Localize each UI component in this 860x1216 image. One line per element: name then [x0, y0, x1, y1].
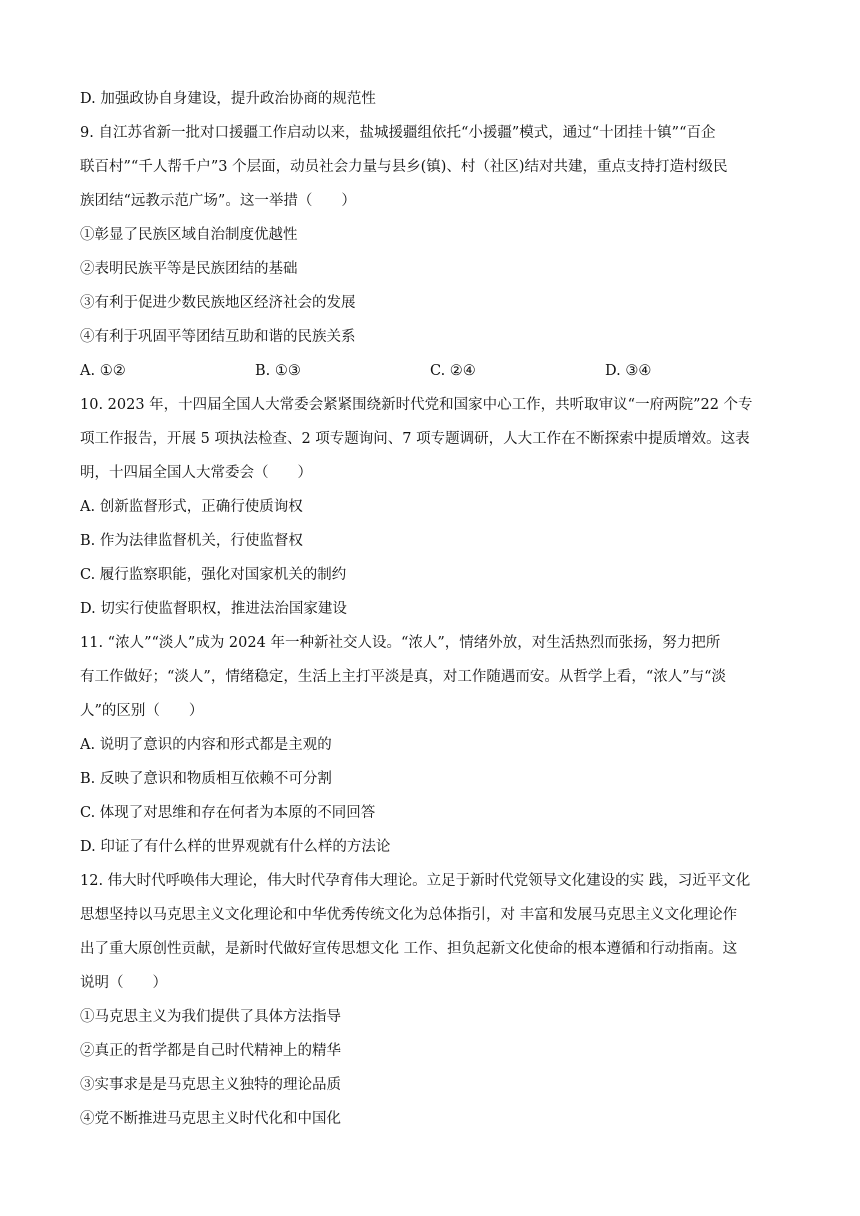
- q9-option-b: B. ①③: [255, 363, 301, 379]
- q10-stem-line: 明，十四届全国人大常委会（ ）: [80, 465, 312, 481]
- q12-stem-line: 12. 伟大时代呼唤伟大理论，伟大时代孕育伟大理论。立足于新时代党领导文化建设的实 践，习近平文化: [80, 873, 751, 889]
- q8-option-d: D. 加强政协自身建设，提升政治协商的规范性: [80, 91, 376, 107]
- q12-statement-3: ③实事求是是马克思主义独特的理论品质: [80, 1077, 341, 1093]
- question-9: [80, 116, 780, 388]
- q9-statement-2: ②表明民族平等是民族团结的基础: [80, 261, 298, 277]
- q9-option-c: C. ②④: [430, 363, 476, 379]
- q11-stem-line: 有工作做好；“淡人”，情绪稳定，生活上主打平淡是真，对工作随遇而安。从哲学上看，“浓人”与“淡: [80, 669, 727, 685]
- q11-option-a: A. 说明了意识的内容和形式都是主观的: [80, 737, 332, 753]
- q9-option-d: D. ③④: [605, 363, 652, 379]
- question-11: [80, 626, 780, 864]
- q11-option-b: B. 反映了意识和物质相互依赖不可分割: [80, 771, 332, 787]
- exam-page: [80, 82, 780, 1136]
- question-12: [80, 864, 780, 1136]
- q12-statement-1: ①马克思主义为我们提供了具体方法指导: [80, 1009, 341, 1025]
- q9-stem-line: 族团结“远教示范广场”。这一举措（ ）: [80, 193, 356, 209]
- q9-option-a: A. ①②: [80, 363, 126, 379]
- q9-options: [80, 354, 780, 388]
- question-10: [80, 388, 780, 626]
- q9-statement-1: ①彰显了民族区域自治制度优越性: [80, 227, 298, 243]
- q10-option-b: B. 作为法律监督机关，行使监督权: [80, 533, 303, 549]
- q9-statement-3: ③有利于促进少数民族地区经济社会的发展: [80, 295, 356, 311]
- q11-stem-line: 11. “浓人”“淡人”成为 2024 年一种新社交人设。“浓人”，情绪外放，对生活热烈而张扬，努力把所: [80, 635, 721, 651]
- q9-stem-line: 联百村”“千人帮千户”3 个层面，动员社会力量与县乡(镇)、村（社区)结对共建，重点支持打造村级民: [80, 159, 728, 175]
- q10-stem-line: 项工作报告，开展 5 项执法检查、2 项专题询问、7 项专题调研，人大工作在不断探索中提质增效。这表: [80, 431, 750, 447]
- q12-stem-line: 说明（ ）: [80, 975, 167, 991]
- q11-option-d: D. 印证了有什么样的世界观就有什么样的方法论: [80, 839, 391, 855]
- q9-statement-4: ④有利于巩固平等团结互助和谐的民族关系: [80, 329, 356, 345]
- q9-stem-line: 9. 自江苏省新一批对口援疆工作启动以来，盐城援疆组依托“小援疆”模式，通过“十团挂十镇”“百企: [80, 125, 716, 141]
- q10-stem-line: 10. 2023 年，十四届全国人大常委会紧紧围绕新时代党和国家中心工作，共听取审议“一府两院”22 个专: [80, 397, 753, 413]
- q11-stem-line: 人”的区别（ ）: [80, 703, 204, 719]
- q12-stem-line: 出了重大原创性贡献，是新时代做好宣传思想文化 工作、担负起新文化使命的根本遵循和行动指南。这: [80, 941, 738, 957]
- q11-option-c: C. 体现了对思维和存在何者为本原的不同回答: [80, 805, 376, 821]
- q10-option-d: D. 切实行使监督职权，推进法治国家建设: [80, 601, 347, 617]
- q12-statement-2: ②真正的哲学都是自己时代精神上的精华: [80, 1043, 341, 1059]
- q12-stem-line: 思想坚持以马克思主义文化理论和中华优秀传统文化为总体指引，对 丰富和发展马克思主义文化理论作: [80, 907, 738, 923]
- q10-option-c: C. 履行监察职能，强化对国家机关的制约: [80, 567, 347, 583]
- q10-option-a: A. 创新监督形式，正确行使质询权: [80, 499, 303, 515]
- q12-statement-4: ④党不断推进马克思主义时代化和中国化: [80, 1111, 341, 1127]
